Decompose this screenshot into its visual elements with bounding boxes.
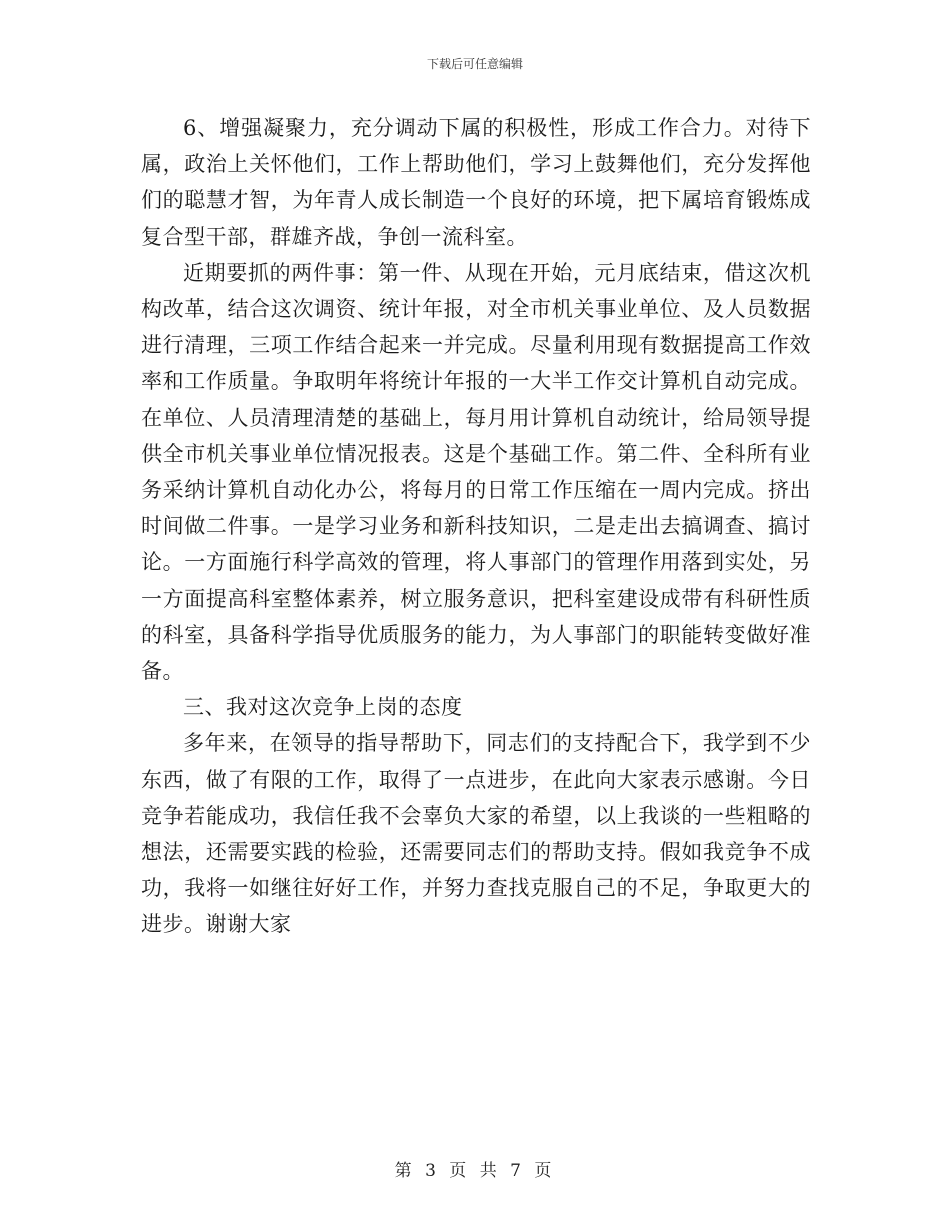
paragraph-cohesion: 6、增强凝聚力，充分调动下属的积极性，形成工作合力。对待下属，政治上关怀他们，工作上帮助他们，学习上鼓舞他们，充分发挥他们的聪慧才智，为年青人成长制造一个良好的环境，把下属培育锻炼成复合型干部，群雄齐战，争创一流科室。 bbox=[141, 116, 811, 249]
section-heading-attitude: 三、我对这次竞争上岗的态度 bbox=[183, 695, 463, 720]
paragraph-near-term-tasks: 近期要抓的两件事：第一件、从现在开始，元月底结束，借这次机构改革，结合这次调资、统计年报，对全市机关事业单位、及人员数据进行清理，三项工作结合起来一并完成。尽量利用现有数据提高工作效率和工作质量。争取明年将统计年报的一大半工作交计算机自动完成。在单位、人员清理清楚的基础上，每月用计算机自动统计，给局领导提供全市机关事业单位情况报表。这是个基础工作。第二件、全科所有业务采纳计算机自动化办公，将每月的日常工作压缩在一周内完成。挤出时间做二件事。一是学习业务和新科技知识，二是走出去搞调查、搞讨论。一方面施行科学高效的管理，将人事部门的管理作用落到实处，另一方面提高科室整体素养，树立服务意识，把科室建设成带有科研性质的科室，具备科学指导优质服务的能力，为人事部门的职能转变做好准备。 bbox=[141, 260, 811, 684]
paragraph-closing: 多年来，在领导的指导帮助下，同志们的支持配合下，我学到不少东西，做了有限的工作，取得了一点进步，在此向大家表示感谢。今日竞争若能成功，我信任我不会辜负大家的希望，以上我谈的一些粗略的想法，还需要实践的检验，还需要同志们的帮助支持。假如我竞争不成功，我将一如继往好好工作，并努力查找克服自己的不足，争取更大的进步。谢谢大家 bbox=[141, 731, 811, 937]
page-footer: 第 3 页 共 7 页 bbox=[394, 1161, 556, 1181]
document-body bbox=[141, 110, 811, 943]
page-header: 下载后可任意编辑 bbox=[426, 57, 523, 71]
